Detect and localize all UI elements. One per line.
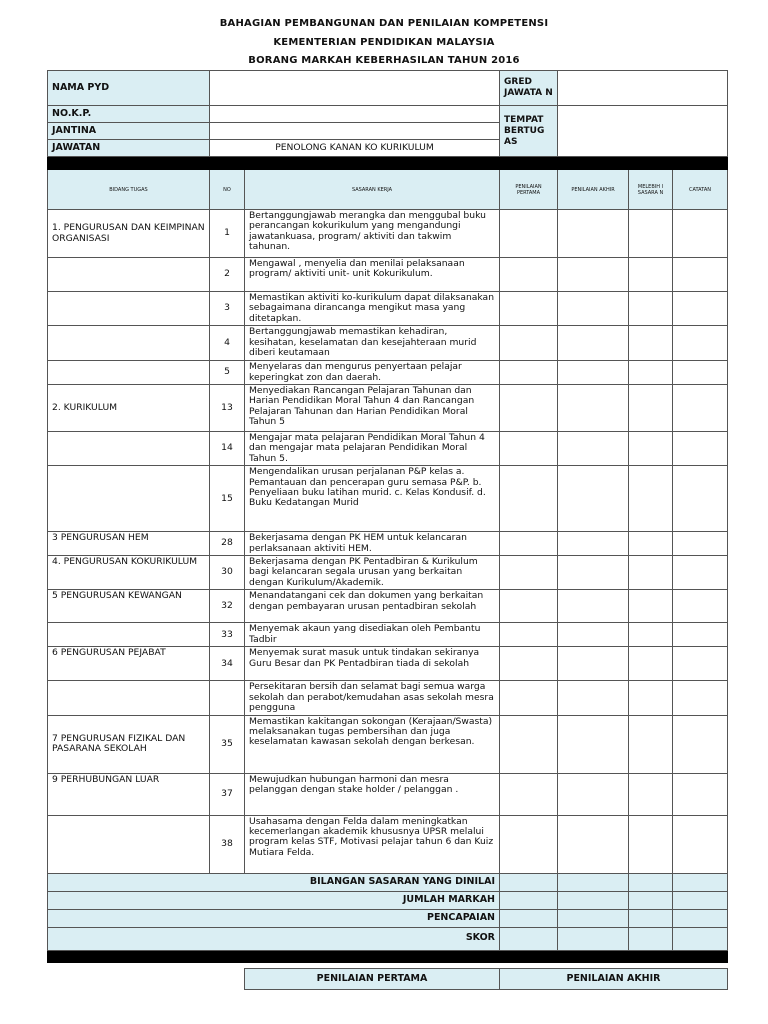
pencapaian-row-value-cell[interactable] [500,909,558,927]
catatan-cell[interactable] [673,647,728,681]
no-cell: 28 [210,532,245,556]
table-row [48,532,728,556]
melebihi-sasaran-cell[interactable] [629,681,673,715]
sasaran-kerja-cell: Bekerjasama dengan PK HEM untuk kelancaran perlaksanaan aktiviti HEM. [245,532,500,556]
no-cell: 5 [210,361,245,385]
penilaian-pertama-cell[interactable] [500,815,558,873]
penilaian-pertama-cell[interactable] [500,385,558,432]
col-penilaian-pertama: PENILAIAN PERTAMA [500,170,558,210]
bidang-tugas-cell [48,815,210,873]
jumlah-markah-row-label: JUMLAH MARKAH [48,891,500,909]
skor-row-value-cell[interactable] [558,927,629,950]
bidang-tugas-cell [48,623,210,647]
table-row [48,466,728,532]
penilaian-pertama-cell[interactable] [500,773,558,815]
penilaian-akhir-cell[interactable] [558,773,629,815]
catatan-cell[interactable] [673,326,728,361]
pencapaian-row-label: PENCAPAIAN [48,909,500,927]
bidang-tugas-cell [48,292,210,326]
no-cell: 1 [210,210,245,258]
table-row [48,326,728,361]
no-cell: 15 [210,466,245,532]
penilaian-pertama-cell[interactable] [500,715,558,773]
penilaian-akhir-cell[interactable] [558,715,629,773]
melebihi-sasaran-cell[interactable] [629,715,673,773]
no-cell: 32 [210,590,245,623]
bidang-tugas-cell: 9 PERHUBUNGAN LUAR [48,773,210,815]
melebihi-sasaran-cell[interactable] [629,432,673,466]
melebihi-sasaran-cell[interactable] [629,556,673,590]
no-cell: 35 [210,715,245,773]
penilaian-pertama-cell[interactable] [500,681,558,715]
jawatan-label: JAWATAN [48,140,210,157]
no-cell: 4 [210,326,245,361]
catatan-cell[interactable] [673,681,728,715]
penilaian-akhir-cell[interactable] [558,556,629,590]
pencapaian-row-value-cell[interactable] [629,909,673,927]
nama-pyd-field[interactable] [210,71,500,106]
sasaran-kerja-cell: Bertanggungjawab memastikan kehadiran, kesihatan, keselamatan dan kesejahteraan murid diberi keutamaan [245,326,500,361]
jumlah-markah-row-value-cell[interactable] [673,891,728,909]
col-penilaian-akhir: PENILAIAN AKHIR [558,170,629,210]
melebihi-sasaran-cell[interactable] [629,210,673,258]
melebihi-sasaran-cell[interactable] [629,292,673,326]
penilaian-akhir-label: PENILAIAN AKHIR [500,969,728,990]
jumlah-markah-row-value-cell[interactable] [629,891,673,909]
no-cell: 33 [210,623,245,647]
sasaran-kerja-cell: Mewujudkan hubungan harmoni dan mesra pelanggan dengan stake holder / pelanggan . [245,773,500,815]
nokp-field[interactable] [210,106,500,123]
no-cell: 38 [210,815,245,873]
catatan-cell[interactable] [673,815,728,873]
melebihi-sasaran-cell[interactable] [629,385,673,432]
gred-jawatan-field[interactable] [558,71,728,106]
penilaian-pertama-cell[interactable] [500,210,558,258]
pencapaian-row-value-cell[interactable] [673,909,728,927]
penilaian-pertama-cell[interactable] [500,647,558,681]
melebihi-sasaran-cell[interactable] [629,258,673,292]
bidang-tugas-cell [48,361,210,385]
bilangan-row-value-cell[interactable] [558,873,629,891]
catatan-cell[interactable] [673,258,728,292]
penilaian-akhir-cell[interactable] [558,385,629,432]
skor-row-value-cell[interactable] [500,927,558,950]
no-cell: 13 [210,385,245,432]
jantina-field[interactable] [210,123,500,140]
info-table [47,70,728,157]
catatan-cell[interactable] [673,466,728,532]
bidang-tugas-cell: 2. KURIKULUM [48,385,210,432]
penilaian-akhir-cell[interactable] [558,681,629,715]
penilaian-pertama-cell[interactable] [500,361,558,385]
sasaran-kerja-cell: Usahasama dengan Felda dalam meningkatkan kecemerlangan akademik khususnya UPSR melalui program kelas STF, Motivasi pelajar tahun 6 dan Kuiz Mutiara Felda. [245,815,500,873]
penilaian-akhir-cell[interactable] [558,292,629,326]
penilaian-akhir-cell[interactable] [558,532,629,556]
catatan-cell[interactable] [673,590,728,623]
sasaran-kerja-cell: Memastikan aktiviti ko-kurikulum dapat dilaksanakan sebagaimana dirancanga mengikut masa yang ditetapkan. [245,292,500,326]
header-line-3: BORANG MARKAH KEBERHASILAN TAHUN 2016 [248,55,520,66]
table-row [48,773,728,815]
bidang-tugas-cell [48,681,210,715]
penilaian-akhir-cell[interactable] [558,647,629,681]
skor-row [48,927,728,950]
penilaian-akhir-cell[interactable] [558,326,629,361]
no-cell: 14 [210,432,245,466]
skor-row-value-cell[interactable] [673,927,728,950]
catatan-cell[interactable] [673,361,728,385]
bilangan-row [48,873,728,891]
tempat-bertugas-label: TEMPAT BERTUG AS [500,106,558,157]
table-row [48,210,728,258]
melebihi-sasaran-cell[interactable] [629,815,673,873]
tempat-bertugas-field[interactable] [558,106,728,157]
melebihi-sasaran-cell[interactable] [629,590,673,623]
sasaran-kerja-cell: Menandatangani cek dan dokumen yang berkaitan dengan pembayaran urusan pentadbiran sekolah [245,590,500,623]
table-row [48,590,728,623]
table-row [48,647,728,681]
gred-jawatan-label: GRED JAWATA N [500,71,558,106]
table-row [48,681,728,715]
bidang-tugas-cell: 6 PENGURUSAN PEJABAT [48,647,210,681]
no-cell: 3 [210,292,245,326]
catatan-cell[interactable] [673,385,728,432]
bidang-tugas-cell: 3 PENGURUSAN HEM [48,532,210,556]
jumlah-markah-row [48,891,728,909]
bidang-tugas-cell [48,258,210,292]
sasaran-kerja-cell: Mengajar mata pelajaran Pendidikan Moral Tahun 4 dan mengajar mata pelajaran Pendidikan Moral Tahun 5. [245,432,500,466]
no-cell: 30 [210,556,245,590]
skor-row-label: SKOR [48,927,500,950]
sasaran-kerja-cell: Menyemak akaun yang disediakan oleh Pembantu Tadbir [245,623,500,647]
col-melebihi-sasaran: MELEBIH I SASARA N [629,170,673,210]
catatan-cell[interactable] [673,556,728,590]
penilaian-akhir-cell[interactable] [558,210,629,258]
table-row [48,361,728,385]
col-no: NO [210,170,245,210]
bilangan-row-value-cell[interactable] [673,873,728,891]
penilaian-pertama-cell[interactable] [500,590,558,623]
catatan-cell[interactable] [673,532,728,556]
penilaian-akhir-cell[interactable] [558,815,629,873]
melebihi-sasaran-cell[interactable] [629,623,673,647]
penilaian-pertama-cell[interactable] [500,326,558,361]
header-line-2: KEMENTERIAN PENDIDIKAN MALAYSIA [273,37,495,48]
penilaian-pertama-cell[interactable] [500,466,558,532]
catatan-cell[interactable] [673,210,728,258]
signature-table [244,968,728,990]
bidang-tugas-cell: 7 PENGURUSAN FIZIKAL DAN PASARANA SEKOLAH [48,715,210,773]
sasaran-kerja-cell: Menyemak surat masuk untuk tindakan sekiranya Guru Besar dan PK Pentadbiran tiada di sekolah [245,647,500,681]
jumlah-markah-row-value-cell[interactable] [500,891,558,909]
penilaian-pertama-cell[interactable] [500,532,558,556]
penilaian-akhir-cell[interactable] [558,623,629,647]
bilangan-row-value-cell[interactable] [629,873,673,891]
keberhasilan-table [47,157,728,963]
table-row [48,432,728,466]
bidang-tugas-cell: 1. PENGURUSAN DAN KEIMPINAN ORGANISASI [48,210,210,258]
sasaran-kerja-cell: Memastikan kakitangan sokongan (Kerajaan/Swasta) melaksanakan tugas pembersihan dan juga keselamatan kawasan sekolah dengan berkesan. [245,715,500,773]
catatan-cell[interactable] [673,623,728,647]
bidang-tugas-cell: 5 PENGURUSAN KEWANGAN [48,590,210,623]
melebihi-sasaran-cell[interactable] [629,326,673,361]
table-row [48,292,728,326]
jawatan-field[interactable]: PENOLONG KANAN KO KURIKULUM [210,140,500,157]
sasaran-kerja-cell: Bertanggungjawab merangka dan menggubal buku perancangan kokurikulum yang mengandungi jawatankuasa, program/ aktiviti dan takwim tahunan. [245,210,500,258]
catatan-cell[interactable] [673,292,728,326]
melebihi-sasaran-cell[interactable] [629,532,673,556]
penilaian-akhir-cell[interactable] [558,432,629,466]
melebihi-sasaran-cell[interactable] [629,773,673,815]
catatan-cell[interactable] [673,432,728,466]
col-bidang-tugas: BIDANG TUGAS [48,170,210,210]
penilaian-pertama-cell[interactable] [500,432,558,466]
sasaran-kerja-cell: Mengendalikan urusan perjalanan P&P kelas a. Pemantauan dan pencerapan guru semasa P&P. b. Penyeliaan buku latihan murid. c. Kelas Kondusif. d. Buku Kedatangan Murid [245,466,500,532]
table-row [48,385,728,432]
bidang-tugas-cell [48,326,210,361]
penilaian-pertama-label: PENILAIAN PERTAMA [245,969,500,990]
no-cell [210,681,245,715]
penilaian-pertama-cell[interactable] [500,258,558,292]
table-row [48,815,728,873]
jantina-label: JANTINA [48,123,210,140]
sasaran-kerja-cell: Mengawal , menyelia dan menilai pelaksanaan program/ aktiviti unit- unit Kokurikulum. [245,258,500,292]
col-catatan: CATATAN [673,170,728,210]
bidang-tugas-cell [48,432,210,466]
table-row [48,623,728,647]
sasaran-kerja-cell: Menyediakan Rancangan Pelajaran Tahunan dan Harian Pendidikan Moral Tahun 4 dan Rancangan Pelajaran Tahunan dan Harian Pendidikan Moral Tahun 5 [245,385,500,432]
nokp-label: NO.K.P. [48,106,210,123]
sasaran-kerja-cell: Menyelaras dan mengurus penyertaan pelajar keperingkat zon dan daerah. [245,361,500,385]
no-cell: 34 [210,647,245,681]
pencapaian-row-value-cell[interactable] [558,909,629,927]
no-cell: 37 [210,773,245,815]
melebihi-sasaran-cell[interactable] [629,466,673,532]
table-row [48,715,728,773]
bidang-tugas-cell: 4. PENGURUSAN KOKURIKULUM [48,556,210,590]
jumlah-markah-row-value-cell[interactable] [558,891,629,909]
penilaian-pertama-cell[interactable] [500,623,558,647]
header-line-1: BAHAGIAN PEMBANGUNAN DAN PENILAIAN KOMPETENSI [219,18,549,29]
penilaian-akhir-cell[interactable] [558,590,629,623]
divider-bar [48,950,728,962]
penilaian-akhir-cell[interactable] [558,258,629,292]
no-cell: 2 [210,258,245,292]
penilaian-pertama-cell[interactable] [500,292,558,326]
melebihi-sasaran-cell[interactable] [629,361,673,385]
penilaian-pertama-cell[interactable] [500,556,558,590]
table-row [48,258,728,292]
bidang-tugas-cell [48,466,210,532]
nama-pyd-label: NAMA PYD [48,71,210,106]
table-row [48,556,728,590]
col-sasaran-kerja: SASARAN KERJA [245,170,500,210]
bilangan-row-label: BILANGAN SASARAN YANG DINILAI [48,873,500,891]
penilaian-akhir-cell[interactable] [558,466,629,532]
melebihi-sasaran-cell[interactable] [629,647,673,681]
penilaian-akhir-cell[interactable] [558,361,629,385]
sasaran-kerja-cell: Bekerjasama dengan PK Pentadbiran & Kurikulum bagi kelancaran segala urusan yang berkaitan dengan Kurikulum/Akademik. [245,556,500,590]
bilangan-row-value-cell[interactable] [500,873,558,891]
skor-row-value-cell[interactable] [629,927,673,950]
sasaran-kerja-cell: Persekitaran bersih dan selamat bagi semua warga sekolah dan perabot/kemudahan asas sekolah mesra pengguna [245,681,500,715]
catatan-cell[interactable] [673,773,728,815]
pencapaian-row [48,909,728,927]
catatan-cell[interactable] [673,715,728,773]
